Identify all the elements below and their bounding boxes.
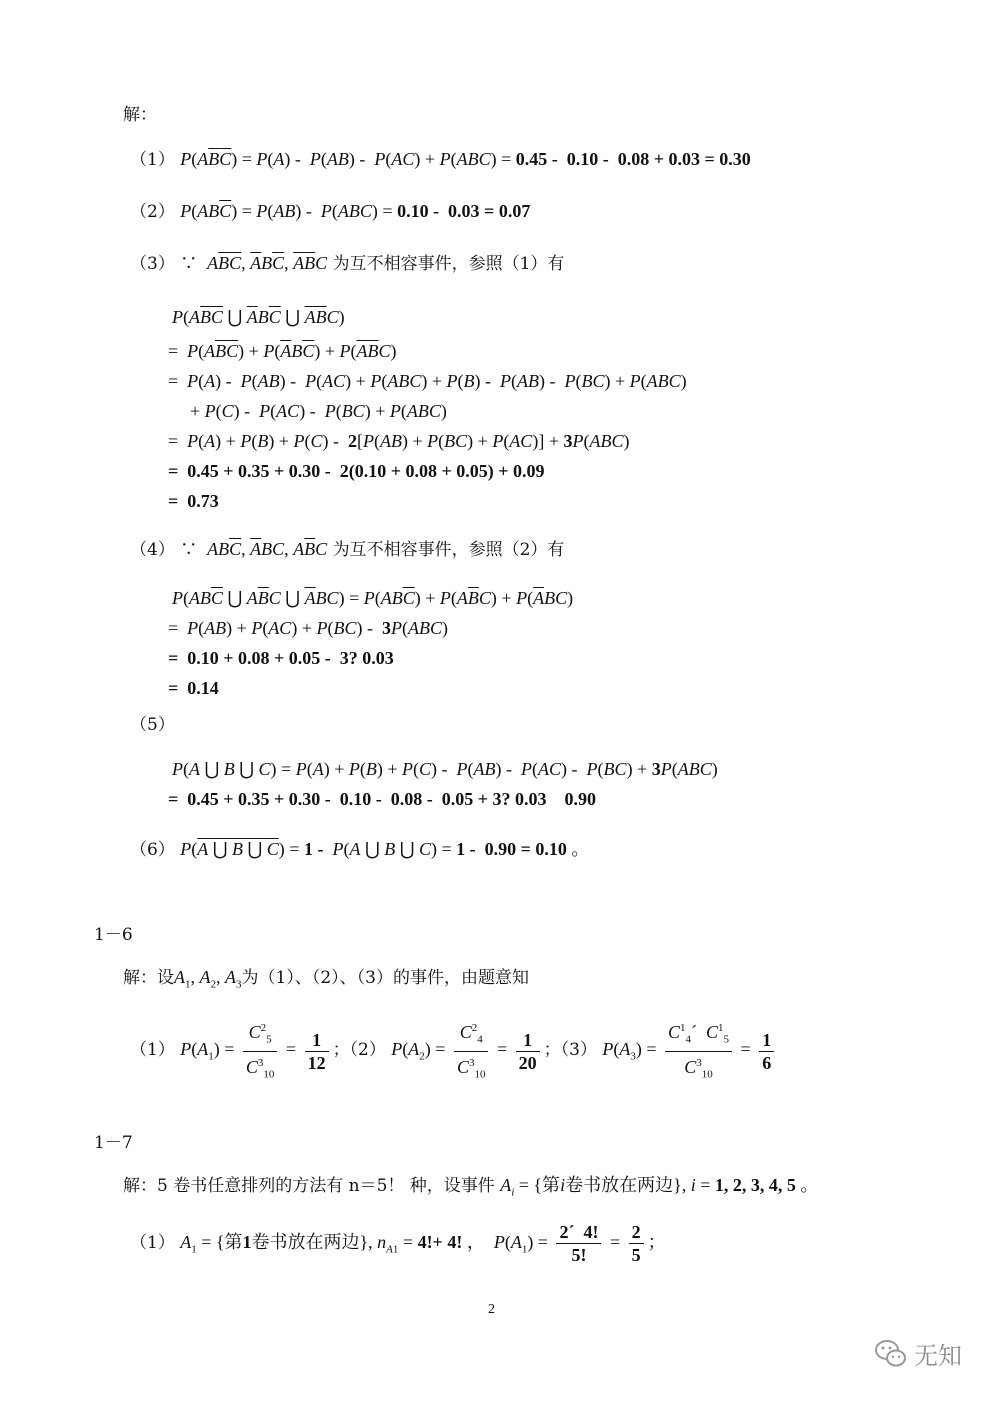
heading-1-7: 1－7 <box>94 1133 133 1153</box>
item-3-line-2: = $P(A\overline{BC}) + P(\overline{A}B\overline{C}) + P(\overline{AB}C)$ <box>168 341 397 361</box>
item-2-label: （2） <box>130 202 175 222</box>
item-3-text: 为互不相容事件，参照（1）有 <box>332 254 565 274</box>
item-2-formula: $P(AB\overline{C}) = P(AB) - P(ABC) = 0.10 - 0.03 = 0.07$ <box>180 201 531 221</box>
answer-label: 解： <box>123 105 157 125</box>
formula-1-7-1: $A_1$ = {第1卷书放在两边}, $n_{A1} = 4!+ 4$! ， $P(A_1)$ = $\frac{2´ 4!}{5!}$ = $\frac{2}{5}$ ； <box>180 1222 666 1266</box>
heading-1-6: 1－6 <box>94 925 133 945</box>
item-5-line-1: P(A ⋃ B ⋃ C) = P(A) + P(B) + P(C) - P(AB) - P(AC) - P(BC) + 3P(ABC) <box>172 759 718 779</box>
item-1-7-1 <box>130 1222 666 1270</box>
item-4-line-3: = 0.10 + 0.08 + 0.05 - 3? 0.03 <box>168 648 394 668</box>
item-3 <box>130 252 564 275</box>
intro-1-7-event: $A_i$ = {第i卷书放在两边}, i = 1, 2, 3, 4, 5 。 <box>500 1175 819 1199</box>
item-3-label: （3） <box>130 254 175 274</box>
item-1 <box>130 148 751 171</box>
item-4-line-4: = 0.14 <box>168 678 219 698</box>
intro-1-6-prefix: 解：设 <box>123 968 174 988</box>
probabilities-1-6 <box>130 1018 778 1084</box>
item-1-label: （1） <box>130 150 175 170</box>
watermark-text: 无知 <box>914 1342 962 1370</box>
intro-1-6-suffix: 为（1）、（2）、（3）的事件，由题意知 <box>241 968 529 988</box>
item-1-formula: $P(A\overline{B}\overline{C}) = P(A) - P(AB) - P(AC) + P(ABC) = 0.45 - 0.10 - 0.08 + 0.03 = 0.30$ <box>180 149 751 169</box>
label-1-6-2: ；（2） <box>332 1040 386 1061</box>
formula-1-6-3: $P(A_3)$ = $\frac{C^1_4´ C^1_5}{C^3_{10}}$ = $\frac{1}{6}$ <box>602 1039 778 1059</box>
item-6-formula: P(A ⋃ B ⋃ C) = 1 - P(A ⋃ B ⋃ C) = 1 - 0.90 = 0.10 。 <box>180 839 590 859</box>
item-3-line-6: = 0.45 + 0.35 + 0.30 - 2(0.10 + 0.08 + 0.05) + 0.09 <box>168 461 545 481</box>
item-4-events: $AB\overline{C}$, $\overline{A}BC$, $A\overline{B}C$ <box>207 539 328 559</box>
page-number: 2 <box>488 1302 495 1317</box>
item-2 <box>130 200 530 223</box>
item-3-line-5: = P(A) + P(B) + P(C) - 2[P(AB) + P(BC) + P(AC)] + 3P(ABC) <box>168 431 630 451</box>
intro-1-6 <box>123 966 529 996</box>
item-3-line-7: = 0.73 <box>168 491 219 511</box>
label-1-7-1: （1） <box>130 1233 175 1253</box>
formula-1-6-1: $P(A_1)$ = $\frac{C^2_5}{C^3_{10}}$ = $\frac{1}{12}$ <box>180 1039 332 1059</box>
item-6 <box>130 838 589 861</box>
intro-1-7-prefix: 解：5 卷书任意排列的方法有 n＝5！ 种，设事件 <box>123 1176 495 1196</box>
item-3-line-3: = P(A) - P(AB) - P(AC) + P(ABC) + P(B) - P(AB) - P(BC) + P(ABC) <box>168 371 687 391</box>
item-3-events: $A\overline{B}\overline{C}$, $\overline{A}B\overline{C}$, $\overline{A}\overline{B}C$ <box>207 253 328 273</box>
item-4-line-1: $P(AB\overline{C}$ ⋃ $A\overline{B}C$ ⋃ $\overline{A}BC) = P(AB\overline{C}) + P(A\overline{B}C) + P(\overline{A}BC)$ <box>172 588 574 608</box>
intro-1-7 <box>123 1174 818 1204</box>
intro-1-6-events: $A_1$, $A_2$, $A_3$ <box>174 967 242 991</box>
because-symbol: ∵ <box>180 254 198 274</box>
item-4-text: 为互不相容事件，参照（2）有 <box>332 540 565 560</box>
item-5-line-2: = 0.45 + 0.35 + 0.30 - 0.10 - 0.08 - 0.05 + 3? 0.03 0.90 <box>168 789 597 809</box>
because-symbol-2: ∵ <box>180 540 198 560</box>
formula-1-6-2: $P(A_2)$ = $\frac{C^2_4}{C^3_{10}}$ = $\frac{1}{20}$ <box>391 1039 543 1059</box>
watermark <box>874 1336 962 1371</box>
item-4 <box>130 538 564 561</box>
item-5-label: （5） <box>130 715 175 735</box>
label-1-6-3: ；（3） <box>543 1040 597 1061</box>
item-6-label: （6） <box>130 840 175 860</box>
item-4-line-2: = P(AB) + P(AC) + P(BC) - 3P(ABC) <box>168 618 448 638</box>
item-3-line-1: $P(A\overline{B}\overline{C}$ ⋃ $\overline{A}B\overline{C}$ ⋃ $\overline{A}\overline{B}C$) <box>172 307 345 327</box>
wechat-icon <box>874 1337 908 1371</box>
item-4-label: （4） <box>130 540 175 560</box>
label-1-6-1: （1） <box>130 1040 175 1061</box>
item-3-line-4: + P(C) - P(AC) - P(BC) + P(ABC) <box>190 401 447 421</box>
